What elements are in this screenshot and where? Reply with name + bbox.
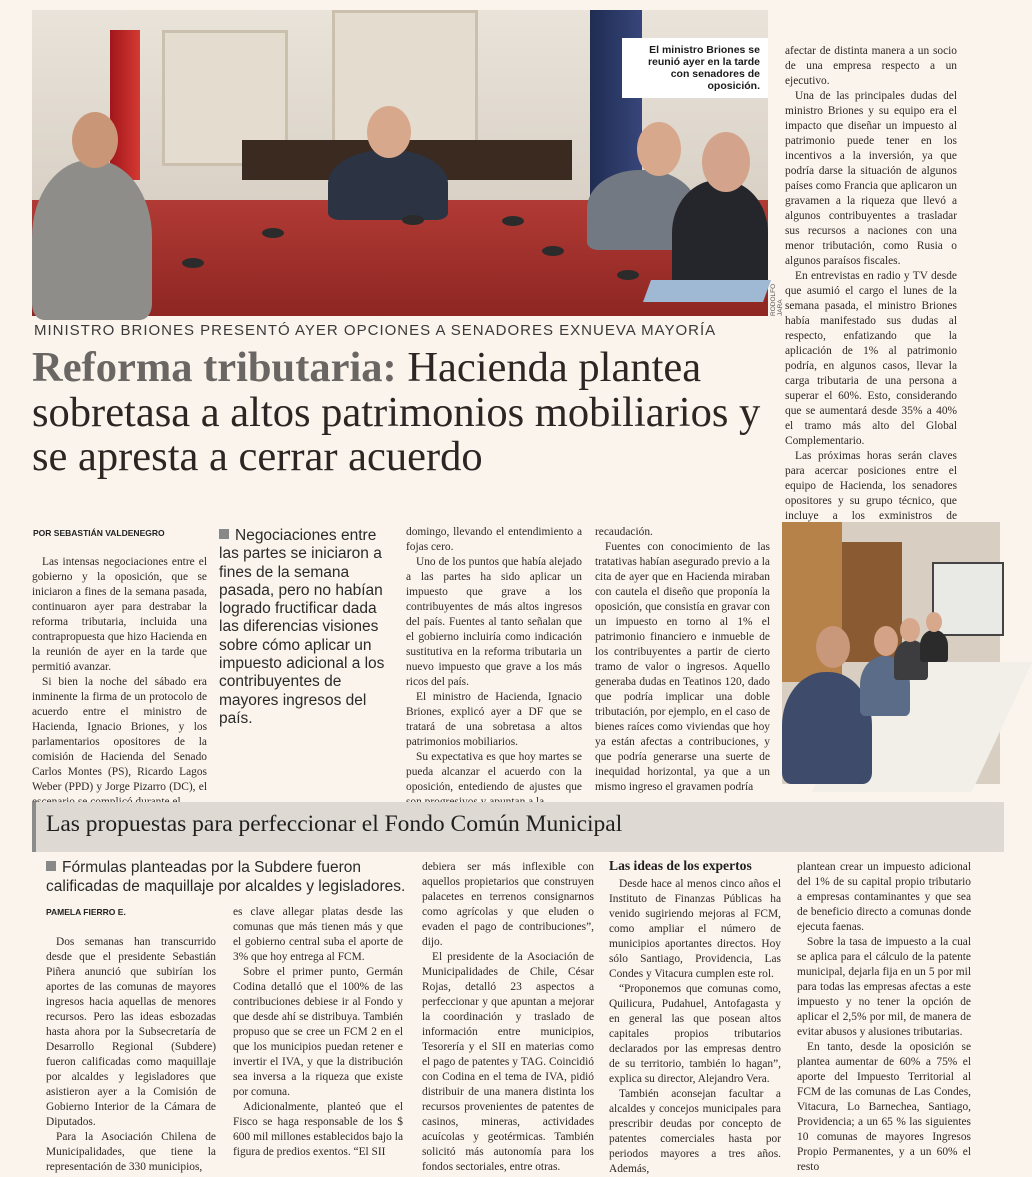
section-title: Las propuestas para perfeccionar el Fondo Común Municipal [46, 811, 623, 837]
paragraph: En entrevistas en radio y TV desde que asumió el cargo el lunes de la semana pasada, el ministro Briones había manifestado sus dudas al respecto, enfatizando que la aplicación de 1% al patrimonio podría, en algunos casos, llevar la carga tributaria de una persona a superar el 60%. Esto, considerando que se aumentará desde 35% a 40% el tramo más alto del Global Complementario. [785, 270, 957, 447]
bullet-square-icon [46, 861, 56, 871]
kicker: MINISTRO BRIONES PRESENTÓ AYER OPCIONES A SENADORES EXNUEVA MAYORÍA [34, 322, 717, 339]
article-column-1 [32, 555, 207, 810]
paragraph: Para la Asociación Chilena de Municipalidades, que tiene la representación de 330 municipios, [46, 1131, 216, 1173]
paragraph: Una de las principales dudas del ministro Briones y su equipo era el impacto que diseñar un impuesto al patrimonio puede tener en los incentivos a la inversión, ya que podría darse la situación de algunos países como Francia que aplicaron un gravamen a la riqueza que llevó a algunos contribuyentes a trasladar sus recursos a naciones con una menor tributación, como Rusia o algunos paraísos fiscales. [785, 90, 957, 267]
photo-credit: RODOLFO JARA [770, 283, 784, 316]
article-column-3 [406, 525, 582, 810]
fcm-byline: PAMELA FIERRO E. [46, 907, 126, 917]
paragraph: Sobre el primer punto, Germán Codina detalló que el 100% de las contribuciones debiese ir al Fondo y que desde ahí se distribuya. También propuso que se cree un FCM 2 en el que los municipios puedan retener e invertir el IVA, y que la distribución sea inversa a la riqueza que existe por comuna. [233, 966, 403, 1098]
paragraph: Si bien la noche del sábado era inminente la firma de un protocolo de acuerdo entre el ministro de Hacienda, Ignacio Briones, y los parlamentarios opositores de la comisión de Hacienda del Senado Carlos Montes (PS), Ricardo Lagos Weber (PPD) y Jorge Pizarro (DC), el [32, 676, 207, 793]
article-lead [219, 527, 396, 728]
byline: POR SEBASTIÁN VALDENEGRO [33, 528, 165, 538]
paragraph: Desde hace al menos cinco años el Instituto de Finanzas Públicas ha venido sugiriendo mejoras al FCM, como ampliar el número de municipios aportantes directos. Hoy sólo Santiago, Providencia, Las Condes y Vitacura cumplen este rol. [609, 878, 781, 980]
headline [32, 346, 772, 480]
fcm-column-3 [422, 860, 594, 1175]
fcm-column-5 [797, 860, 971, 1175]
paragraph: recaudación. [595, 526, 653, 538]
paragraph: Su expectativa es que hoy martes se pueda alcanzar el acuerdo con la oposición, entediendo de ajustes que [406, 751, 582, 793]
paragraph: debiera ser más inflexible con aquellos propietarios que construyen palacetes en terrenos consignarnos como agrícolas y que eluden o evaden el pago de contribuciones”, dijo. [422, 861, 594, 948]
paragraph: plantean crear un impuesto adicional del 1% de su capital propio tributario a empresas contaminantes y que sea de beneficio directo a comunas donde ejecuta faenas. [797, 861, 971, 933]
experts-subheading: Las ideas de los expertos [609, 858, 752, 873]
paragraph: Las intensas negociaciones entre el gobierno y la oposición, que se iniciaron a fines de la semana pasada, continuaron ayer para destrabar la reforma tributaria, incluida una contrapropuesta que hizo Hacienda en la reunión de ayer en la tarde que permitió avanzar. [32, 556, 207, 673]
headline-topic: Reforma tributaria: [32, 344, 397, 391]
article-column-4 [595, 525, 770, 795]
paragraph: Las próximas horas serán claves para acercar posiciones entre el equipo de Hacienda, los senadores opositores y su grupo técnico, que incluye a los exministros de [785, 450, 957, 522]
fcm-column-2 [233, 905, 403, 1160]
fcm-column-4 [609, 877, 781, 1177]
paragraph: Uno de los puntos que había alejado a las partes ha sido aplicar un impuesto que grave a los contribuyentes de más altos ingresos del país. Fuentes al tanto señalan que el gobierno incluiría como indicación sustitutiva en la reforma tributaria un nuevo impuesto que grave a los más ricos del país. [406, 556, 582, 688]
headline-main: Hacienda plantea sobretasa a altos patrimonios mobiliarios y se apresta a cerrar acuerdo [32, 344, 761, 480]
paragraph: “Proponemos que comunas como, Quilicura, Pudahuel, Antofagasta y en general las que posean altos capitales propios tributarios declarados por las empresas dentro de su territorio, también lo hagan”, explica su director, Alejandro Vera. [609, 983, 781, 1085]
paragraph: Fuentes con conocimiento de las tratativas habían asegurado previo a la cita de ayer que en Hacienda miraban con cautela el diseño que proponía la oposición, que consistía en gravar con un impuesto en torno al 1% el patrimonio financiero e inmueble de los contribuyentes a partir de cierto tramo de valor o ingresos. Aquello generaba dudas en Teatinos 120, dado que podría implicar una doble tributación, por ejemplo, en el caso de bienes raíces como viviendas que hoy ya están afectas a contribuciones, y que podría generarse una suerte de inequidad horizontal, ya que a un mismo ingreso el gravamen podría [595, 541, 770, 793]
side-photo [782, 522, 1000, 784]
paragraph: El presidente de la Asociación de Municipalidades de Chile, César Rojas, detalló 23 aspectos a perfeccionar y que apuntan a mejorar la coordinación y traslado de información entre municipios, Tesorería y el SII en materias como el pago de patentes y TAG. Coincidió con Codina en el tema de IVA, pidió distribuir de una manera distinta los recursos provenientes de patentes de casinos, mineras, actividades acuícolas y geotérmicas. También solicitó más autonomía para los fondos sectoriales, entre otras. [422, 951, 594, 1173]
paragraph: También aconsejan facultar a alcaldes y concejos municipales para prescribir deudas por concepto de patentes comerciales hasta por periodos mayores a tres años. Además, [609, 1088, 781, 1175]
main-photo [32, 10, 784, 316]
fcm-lead-text: Fórmulas planteadas por la Subdere fueron calificadas de maquillaje por alcaldes y legisladores. [46, 859, 406, 895]
paragraph: El ministro de Hacienda, Ignacio Briones, explicó ayer a DF que se tratará de una sobretasa a altos patrimonios mobiliarios. [406, 691, 582, 748]
bullet-square-icon [219, 529, 229, 539]
paragraph: domingo, llevando el entendimiento a fojas cero. [406, 526, 582, 553]
paragraph: Adicionalmente, planteó que el Fisco se haga responsable de los $ 600 mil millones establecidos bajo la figura de predios exentos. “El SII [233, 1101, 403, 1158]
chile-flag [110, 30, 140, 180]
paragraph: afectar de distinta manera a un socio de una empresa respecto a un ejecutivo. [785, 45, 957, 87]
lead-text: Negociaciones entre las partes se iniciaron a fines de la semana pasada, pero no habían logrado fructificar dada las diferencias visiones sobre cómo aplicar un impuesto adicional a los contribuyentes de mayores ingresos del país. [219, 527, 385, 727]
paragraph: En tanto, desde la oposición se plantea aumentar de 60% a 75% el aporte del Impuesto Territorial al FCM de las comunas de Las Condes, Vitacura, Lo Barnechea, Santiago, Providencia; a un 65 % las siguientes 10 comunas de mayores Ingresos Propio Permanentes, y a un 60% el resto [797, 1041, 971, 1173]
paragraph: Dos semanas han transcurrido desde que el presidente Sebastián Piñera anunció que subirían los aportes de las comunas de mayores ingresos hacia aquellas de menores recursos. Pero las ideas esbozadas hasta ahora por la Subsecretaría de Desarrollo Regional (Subdere) fueron calificadas como maquillaje por alcaldes y legisladores que asistieron ayer a la Comisión de Gobierno Interior de la Cámara de Diputados. [46, 936, 216, 1128]
fcm-column-1 [46, 935, 216, 1175]
photo-caption: El ministro Briones se reunió ayer en la tarde con senadores de oposición. [622, 38, 768, 98]
fcm-lead [46, 858, 426, 896]
paragraph: Sobre la tasa de impuesto a la cual se aplica para el cálculo de la patente municipal, dejarla fija en un 5 por mil para todas las empresas afectas a este impuesto y no tener la opción de aplicar el 2,5% por mil, de manera de evitar abusos y alusiones tributarias. [797, 936, 971, 1038]
paragraph: es clave allegar platas desde las comunas que más tienen más y que el gobierno central suba el aporte de 3% que hoy entrega al FCM. [233, 906, 403, 963]
article-column-right [785, 44, 957, 599]
